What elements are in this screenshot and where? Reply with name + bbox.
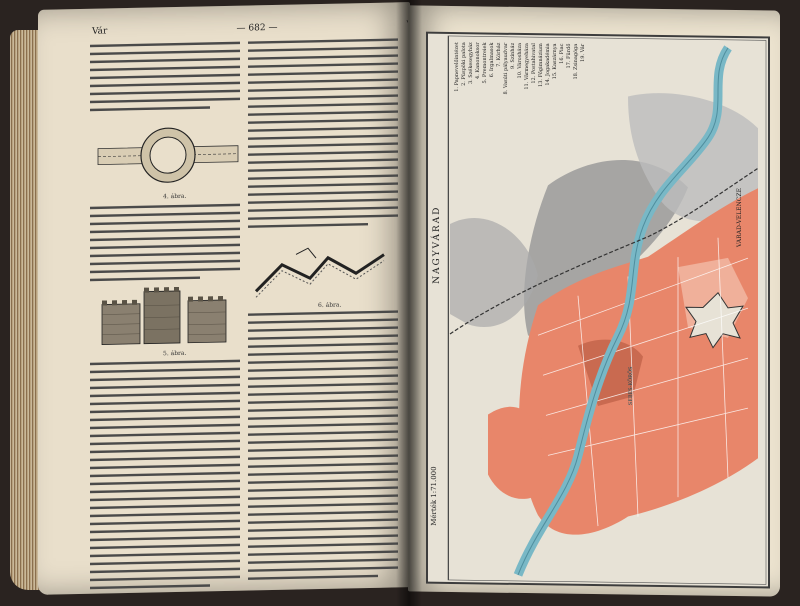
- figure-bastion-plan: [252, 242, 392, 305]
- district-label: VÁRAD-VELENCZE: [736, 187, 743, 248]
- legend-item: 19. Vár: [580, 43, 586, 62]
- figure-caption-6: 6. ábra.: [318, 301, 342, 310]
- left-page: [38, 2, 410, 595]
- header-left: Vár: [92, 26, 108, 37]
- legend-item: 3. Székesegyház: [468, 42, 474, 85]
- legend-item: 15. Kaszárnya: [552, 43, 558, 80]
- legend-item: 12. Postahivatal: [531, 43, 537, 84]
- legend-item: 10. Városháza: [517, 42, 523, 79]
- legend-item: 2. Püspöki palota: [461, 42, 467, 86]
- legend-item: 4. Kanonoksor: [475, 42, 481, 79]
- right-page: [408, 5, 780, 596]
- legend-item: 9. Színház: [510, 42, 516, 69]
- figure-caption-4: 4. ábra.: [163, 192, 187, 201]
- river-label: SEBES-KÖRÖS: [628, 366, 634, 406]
- legend-item: 1. Papnevelőintézet: [454, 42, 460, 92]
- figure-caption-5: 5. ábra.: [163, 349, 187, 358]
- map-legend: [450, 38, 690, 177]
- text-lines: [90, 40, 240, 123]
- legend-item: 11. Vármegyeháza: [524, 43, 530, 90]
- legend-item: 8. Vasúti pályaudvar: [503, 42, 509, 95]
- legend-item: 17. Fürdő: [566, 43, 572, 69]
- text-column-right-bottom: [248, 308, 398, 597]
- city-map: [426, 32, 770, 589]
- figure-round-bastion: [98, 124, 238, 195]
- text-column-right-top: [248, 36, 398, 239]
- page-number: — 682 —: [236, 22, 278, 34]
- legend-item: 6. Irgalmasok: [489, 42, 495, 78]
- running-head: [92, 20, 422, 37]
- book-gutter: [396, 0, 422, 606]
- map-title: NAGYVÁRAD: [432, 205, 442, 284]
- legend-item: 7. Kórház: [496, 42, 502, 67]
- legend-item: 18. Zsinagóga: [573, 43, 579, 80]
- map-scale: Mérték 1:71.000: [430, 466, 438, 526]
- legend-item: 14. Jogakadémia: [545, 43, 551, 86]
- legend-item: 16. Piac: [559, 43, 565, 64]
- figure-castle-towers: [96, 284, 236, 353]
- text-column-left-mid: [90, 202, 240, 291]
- text-column-left-bottom: [90, 358, 240, 601]
- legend-item: 13. Főgimnázium: [538, 43, 544, 87]
- legend-item: 5. Premontreiek: [482, 42, 488, 84]
- text-column-left-top: [90, 40, 240, 123]
